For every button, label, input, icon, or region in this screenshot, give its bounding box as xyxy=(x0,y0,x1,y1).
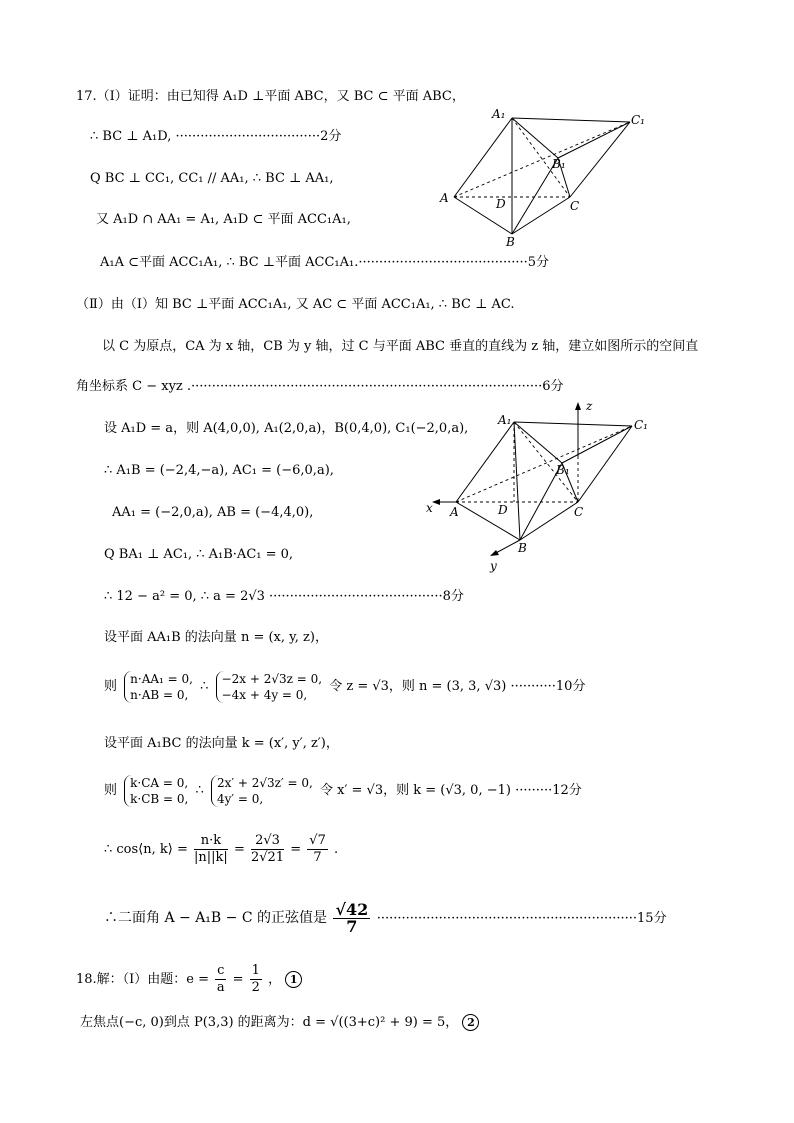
edge-A1C1 xyxy=(512,118,630,122)
label-A: A xyxy=(450,505,459,519)
label-then: 则 xyxy=(104,783,118,798)
edge-A1B1 xyxy=(514,422,562,463)
denominator: 7 xyxy=(313,850,322,865)
edge-A1A xyxy=(456,422,514,502)
numerator: √7 xyxy=(309,833,326,848)
eq: −2x + 2√3z = 0, xyxy=(221,671,323,686)
fraction xyxy=(250,963,262,996)
answer-fraction xyxy=(333,899,370,936)
label-y: y xyxy=(490,559,497,573)
fraction xyxy=(251,833,284,866)
fraction xyxy=(215,963,226,996)
sine-label: ∴二面角 A − A₁B − C 的正弦值是 xyxy=(104,910,327,926)
system-2-right xyxy=(211,775,313,807)
label-x: x xyxy=(426,501,433,515)
p17-line-18 xyxy=(104,830,338,870)
p17-line-4: 又 A₁D ∩ AA₁ = A₁, A₁D ⊂ 平面 ACC₁A₁, xyxy=(96,212,351,227)
label-C1: C₁ xyxy=(634,418,648,432)
p17-line-9: 设 A₁D = a，则 A(4,0,0), A₁(2,0,a)，B(0,4,0), C₁(−2,0,a), xyxy=(104,421,469,436)
p17-line-2: ∴ BC ⊥ A₁D, ···································2分 xyxy=(90,129,342,144)
score-dots: ·······························································15分 xyxy=(376,911,667,926)
hidden-edge-A1C xyxy=(514,422,578,502)
p17-line-1: 17.（Ⅰ）证明：由已知得 A₁D ⊥平面 ABC，又 BC ⊂ 平面 ABC， xyxy=(76,89,465,104)
p17-line-14: 设平面 AA₁B 的法向量 n = (x, y, z)， xyxy=(104,630,328,645)
therefore: ∴ xyxy=(195,783,204,798)
label-B1: B₁ xyxy=(556,463,570,477)
system-1-left xyxy=(124,671,193,703)
numerator: n·k xyxy=(194,833,228,850)
eq: 4y′ = 0, xyxy=(216,791,264,806)
label-A1: A₁ xyxy=(498,413,512,427)
label-then: 则 xyxy=(104,679,118,694)
eq: −4x + 4y = 0, xyxy=(221,687,308,702)
label-D: D xyxy=(498,503,508,517)
edge-C1C xyxy=(570,122,630,197)
edge-AB xyxy=(456,502,520,540)
denominator: a xyxy=(216,980,225,995)
eq: n·AA₁ = 0, xyxy=(130,671,193,686)
denominator: |n||k| xyxy=(194,850,228,865)
edge-A1B1 xyxy=(512,118,558,158)
y-axis xyxy=(494,540,520,554)
p17-line-3: Q BC ⊥ CC₁, CC₁ // AA₁, ∴ BC ⊥ AA₁, xyxy=(90,171,334,186)
numerator: c xyxy=(217,963,225,978)
edge-A1A xyxy=(454,118,512,197)
p18-line-2 xyxy=(80,1014,479,1032)
p17-line-19 xyxy=(104,896,667,941)
label-D: D xyxy=(496,197,506,211)
equals: = xyxy=(232,972,244,987)
fraction xyxy=(307,833,328,866)
eq: n·AB = 0, xyxy=(130,687,189,702)
comma: ， xyxy=(268,972,282,987)
label-C: C xyxy=(570,199,580,213)
system-1-right xyxy=(216,671,323,703)
eq: 2x′ + 2√3z′ = 0, xyxy=(216,775,313,790)
fraction xyxy=(194,833,228,866)
circled-marker-1: 1 xyxy=(285,971,302,988)
y-arrow-icon xyxy=(490,550,499,556)
prism-figure-2 xyxy=(422,396,662,578)
edge-C1B1 xyxy=(562,426,632,463)
equals: = xyxy=(233,842,245,857)
label-C: C xyxy=(574,505,584,519)
label-A1: A₁ xyxy=(492,107,506,121)
label-z: z xyxy=(586,399,593,413)
p17-line-5: A₁A ⊂平面 ACC₁A₁, ∴ BC ⊥平面 ACC₁A₁.·········································5分 xyxy=(100,255,550,270)
p17-line-6: （Ⅱ）由（Ⅰ）知 BC ⊥平面 ACC₁A₁, 又 AC ⊂ 平面 ACC₁A₁, ∴ BC ⊥ AC. xyxy=(76,297,515,312)
p17-line-11: AA₁ = (−2,0,a), AB = (−4,4,0), xyxy=(112,505,314,520)
edge-A1B xyxy=(514,422,520,540)
edge-BC xyxy=(512,197,570,234)
label-B1: B₁ xyxy=(552,157,566,171)
label-A: A xyxy=(440,191,449,205)
edge-A1C1 xyxy=(514,422,632,426)
edge-BC xyxy=(520,502,578,540)
eccentricity-label: 18.解：（Ⅰ）由题：e = xyxy=(76,972,210,987)
edge-C1B1 xyxy=(558,122,630,158)
p17-line-15 xyxy=(104,670,585,704)
numerator: √42 xyxy=(335,899,369,919)
system-2-left xyxy=(124,775,188,807)
normal-n-result: 令 z = √3，则 n = (3, 3, √3) ···········10分 xyxy=(329,679,586,694)
denominator: 7 xyxy=(346,916,358,936)
label-B: B xyxy=(518,541,527,555)
p17-line-17 xyxy=(104,774,582,808)
label-B: B xyxy=(506,235,515,249)
p18-line-1 xyxy=(76,960,302,1000)
eq: k·CA = 0, xyxy=(130,775,189,790)
prism-figure-1 xyxy=(430,100,650,250)
eq: k·CB = 0, xyxy=(130,791,189,806)
p17-line-10: ∴ A₁B = (−2,4,−a), AC₁ = (−6,0,a), xyxy=(104,463,334,478)
normal-k-result: 令 x′ = √3，则 k = (√3, 0, −1) ·········12分 xyxy=(319,783,582,798)
numerator: 1 xyxy=(251,963,260,978)
cos-label: ∴ cos⟨n, k⟩ = xyxy=(104,842,188,857)
hidden-edge-AC1 xyxy=(454,122,630,197)
p17-line-8: 角坐标系 C − xyz .·····················································································6分 xyxy=(76,379,564,394)
p17-line-12: Q BA₁ ⊥ AC₁, ∴ A₁B·AC₁ = 0, xyxy=(104,547,294,562)
p17-line-13: ∴ 12 − a² = 0, ∴ a = 2√3 ··········································8分 xyxy=(104,589,464,604)
numerator: 2√3 xyxy=(251,833,284,850)
z-arrow-icon xyxy=(575,402,581,410)
period: . xyxy=(333,842,339,857)
distance-statement: 左焦点(−c, 0)到点 P(3,3) 的距离为：d = √((3+c)² + 9) = 5， xyxy=(80,1015,459,1030)
therefore: ∴ xyxy=(200,679,209,694)
p17-line-16: 设平面 A₁BC 的法向量 k = (x′, y′, z′)， xyxy=(104,736,339,751)
denominator: 2√21 xyxy=(250,850,285,865)
denominator: 2 xyxy=(251,980,260,995)
p17-line-7: 以 C 为原点，CA 为 x 轴，CB 为 y 轴，过 C 与平面 ABC 垂直的直线为 z 轴，建立如图所示的空间直 xyxy=(102,339,699,354)
equals: = xyxy=(290,842,302,857)
label-C1: C₁ xyxy=(631,113,645,127)
x-arrow-icon xyxy=(432,499,440,505)
circled-marker-2: 2 xyxy=(462,1014,479,1031)
